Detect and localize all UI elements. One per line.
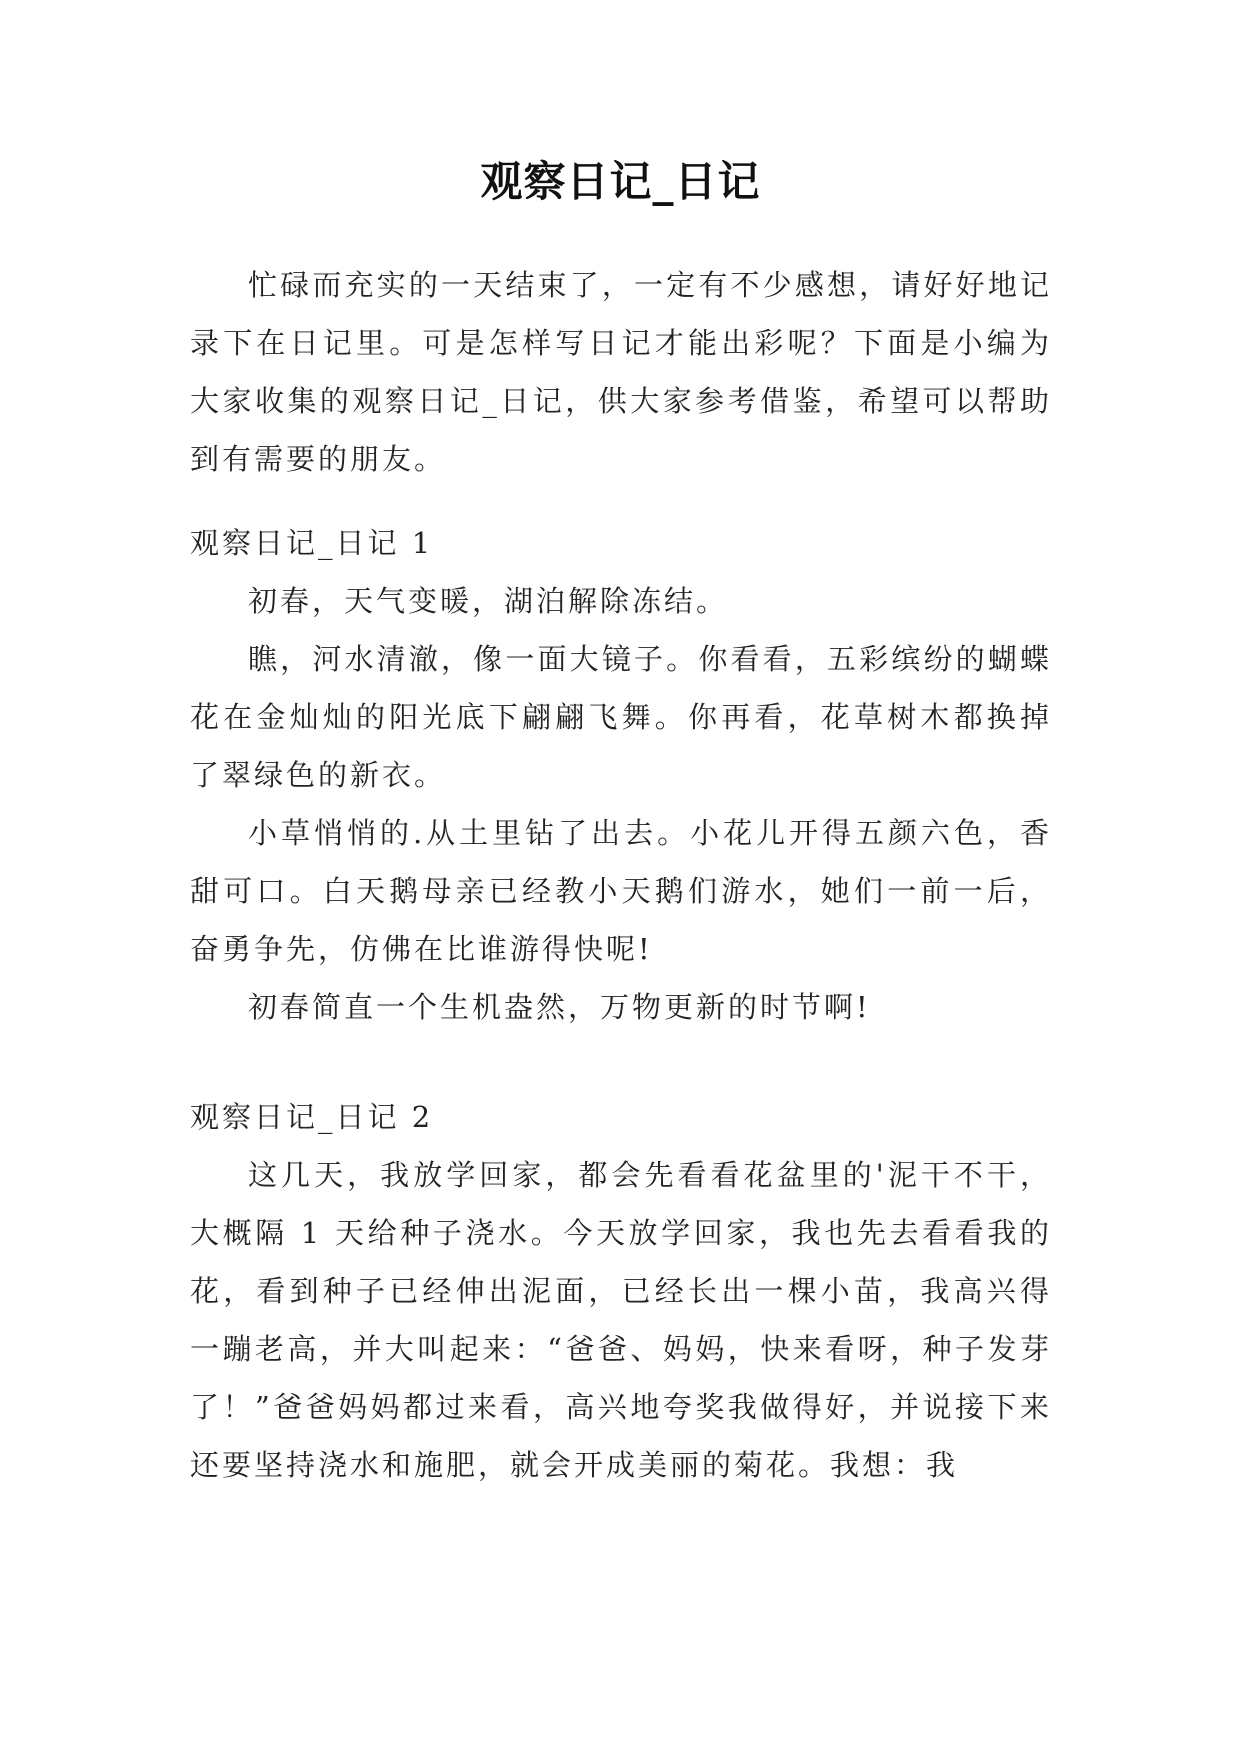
section-1-paragraph-3: 小草悄悄的.从土里钻了出去。小花儿开得五颜六色，香甜可口。白天鹅母亲已经教小天鹅们游水，她们一前一后，奋勇争先，仿佛在比谁游得快呢! xyxy=(190,816,1052,966)
intro-block xyxy=(190,256,1052,488)
section-heading-2: 观察日记_日记 2 xyxy=(190,1100,434,1134)
section-1-paragraph-1: 初春，天气变暖，湖泊解除冻结。 xyxy=(248,584,729,618)
section-1-paragraph-2: 瞧，河水清澈，像一面大镜子。你看看，五彩缤纷的蝴蝶花在金灿灿的阳光底下翩翩飞舞。你再看，花草树木都换掉了翠绿色的新衣。 xyxy=(190,642,1052,792)
section-1-body xyxy=(190,572,1052,1036)
section-heading-1: 观察日记_日记 1 xyxy=(190,526,434,560)
document-title: 观察日记_日记 xyxy=(480,157,761,206)
section-2-paragraph-1: 这几天，我放学回家，都会先看看花盆里的'泥干不干，大概隔 1 天给种子浇水。今天放学回家，我也先去看看我的花，看到种子已经伸出泥面，已经长出一棵小苗，我高兴得一蹦老高，并大叫起来：“爸爸、妈妈，快来看呀，种子发芽了！”爸爸妈妈都过来看，高兴地夸奖我做得好，并说接下来还要坚持浇水和施肥，就会开成美丽的菊花。我想：我 xyxy=(190,1158,1052,1482)
section-1-paragraph-4: 初春简直一个生机盎然，万物更新的时节啊! xyxy=(248,990,871,1024)
intro-paragraph: 忙碌而充实的一天结束了，一定有不少感想，请好好地记录下在日记里。可是怎样写日记才能出彩呢？下面是小编为大家收集的观察日记_日记，供大家参考借鉴，希望可以帮助到有需要的朋友。 xyxy=(190,268,1052,476)
section-2-body xyxy=(190,1146,1052,1494)
